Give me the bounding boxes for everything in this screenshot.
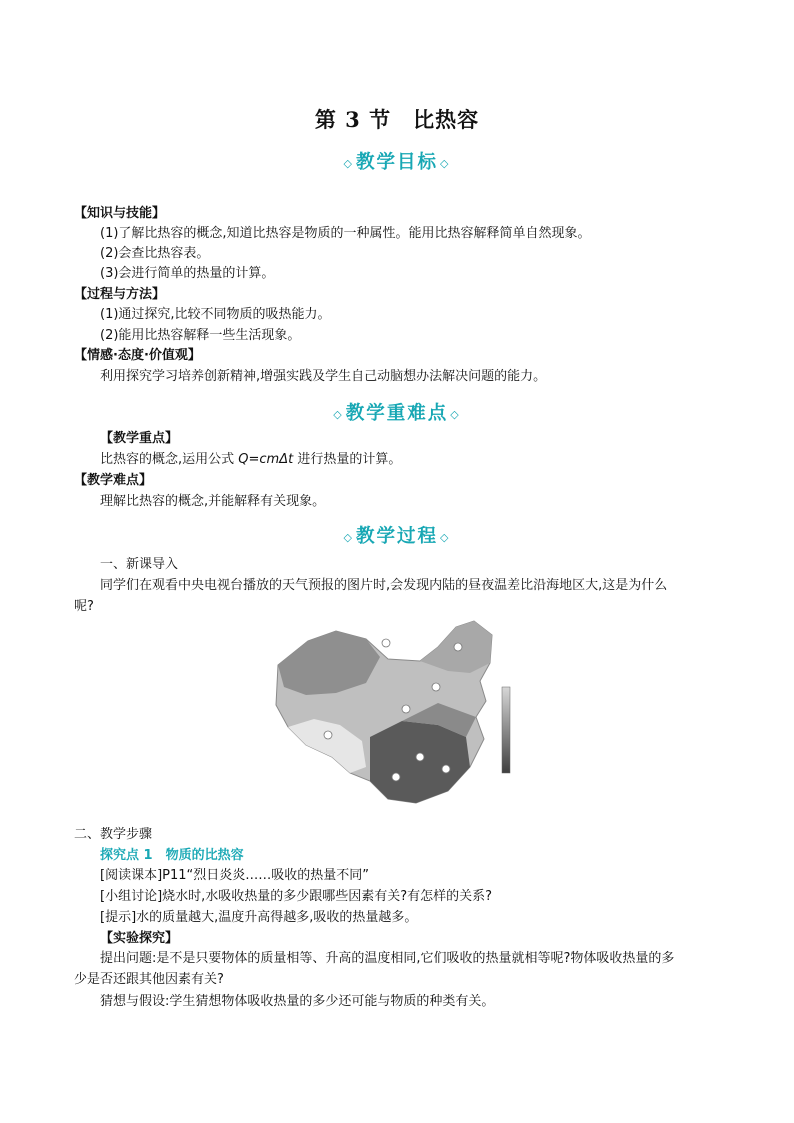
knowledge-item-3: (3)会进行简单的热量的计算。 [100, 266, 275, 281]
section-heading-text: 教学目标 [355, 152, 438, 173]
section-heading-text: 教学重难点 [345, 403, 449, 424]
group-discussion: [小组讨论]烧水时,水吸收热量的多少跟哪些因素有关?有怎样的关系? [100, 889, 493, 904]
weather-map-image [270, 617, 522, 813]
focus-text-post: 进行热量的计算。 [293, 452, 402, 467]
knowledge-item-2: (2)会查比热容表。 [100, 246, 210, 261]
focus-formula: Q=cmΔt [238, 452, 294, 467]
difficulty-header: 【教学难点】 [74, 473, 153, 488]
focus-text [100, 452, 401, 468]
page-title: 第 3 节 比热容 [314, 107, 480, 132]
diamond-icon: ◇ [343, 156, 354, 170]
section-heading-key-difficult [0, 399, 794, 425]
knowledge-item-1: (1)了解比热容的概念,知道比热容是物质的一种属性。能用比热容解释简单自然现象。 [100, 226, 591, 241]
focus-text-pre: 比热容的概念,运用公式 [100, 452, 239, 467]
experiment-header: 【实验探究】 [100, 931, 179, 946]
knowledge-header: 【知识与技能】 [74, 206, 166, 221]
emotion-item-1: 利用探究学习培养创新精神,增强实践及学生自己动脑想办法解决问题的能力。 [100, 369, 547, 384]
section-heading-objectives [0, 148, 794, 174]
process-method-header: 【过程与方法】 [74, 287, 166, 302]
difficulty-text: 理解比热容的概念,并能解释有关现象。 [100, 494, 326, 509]
process-item-1: (1)通过探究,比较不同物质的吸热能力。 [100, 307, 331, 322]
diamond-icon: ◇ [440, 530, 451, 544]
intro-line-1: 同学们在观看中央电视台播放的天气预报的图片时,会发现内陆的昼夜温差比沿海地区大,这是为什么 [100, 578, 668, 593]
emotion-header: 【情感·态度·价值观】 [74, 348, 201, 363]
hypothesis-text: 猜想与假设:学生猜想物体吸收热量的多少还可能与物质的种类有关。 [100, 994, 495, 1009]
explore-point-1: 探究点 1 物质的比热容 [100, 848, 244, 863]
read-textbook: [阅读课本]P11“烈日炎炎……吸收的热量不同” [100, 868, 369, 883]
intro-header: 一、新课导入 [100, 557, 179, 572]
section-heading-process [0, 522, 794, 548]
intro-line-2: 呢? [74, 599, 94, 614]
process-item-2: (2)能用比热容解释一些生活现象。 [100, 328, 301, 343]
diamond-icon: ◇ [440, 156, 451, 170]
diamond-icon: ◇ [450, 407, 461, 421]
hint-text: [提示]水的质量越大,温度升高得越多,吸收的热量越多。 [100, 910, 418, 925]
steps-header: 二、教学步骤 [74, 827, 153, 842]
diamond-icon: ◇ [343, 530, 354, 544]
question-line-1: 提出问题:是不是只要物体的质量相等、升高的温度相同,它们吸收的热量就相等呢?物体吸收热量的多 [100, 951, 675, 966]
focus-header: 【教学重点】 [100, 431, 179, 446]
question-line-2: 少是否还跟其他因素有关? [74, 972, 224, 987]
diamond-icon: ◇ [333, 407, 344, 421]
section-heading-text: 教学过程 [355, 526, 438, 547]
